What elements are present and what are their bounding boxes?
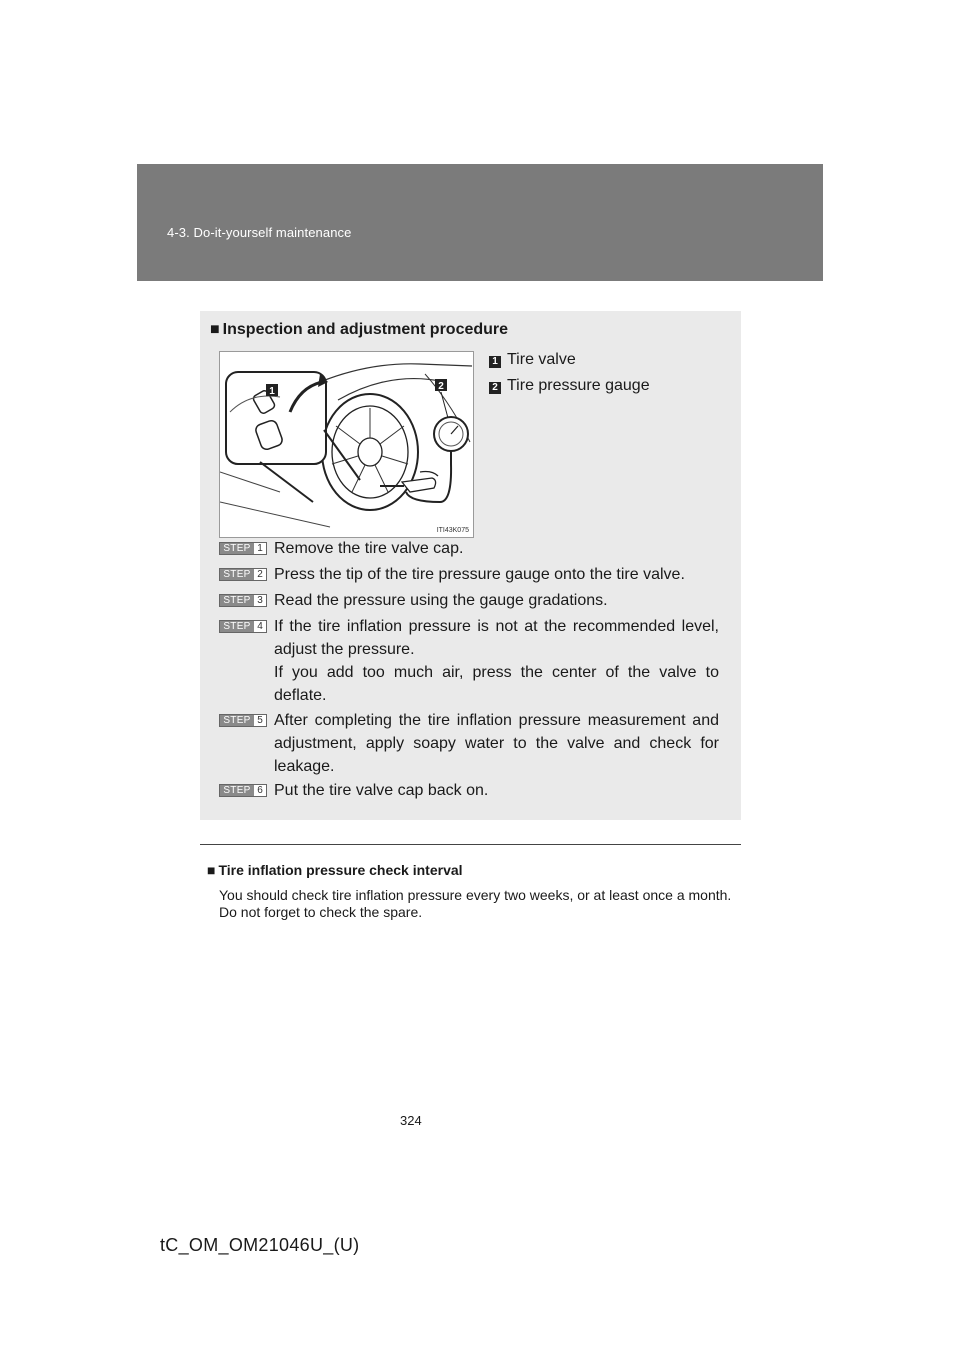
legend-label: Tire valve bbox=[507, 351, 576, 368]
document-code: tC_OM_OM21046U_(U) bbox=[160, 1235, 360, 1255]
note-square-icon: ■ bbox=[207, 862, 216, 878]
callout-2-icon: 2 bbox=[489, 382, 501, 394]
note-body bbox=[219, 887, 735, 921]
step-3 bbox=[219, 589, 719, 612]
step-text: If the tire inflation pressure is not at the recommended level, adjust the pressure. bbox=[274, 618, 719, 658]
illustration-code: ITI43K075 bbox=[436, 527, 469, 534]
step-badge: STEP 3 bbox=[219, 594, 267, 607]
note-title bbox=[207, 862, 463, 878]
heading-square-icon: ■ bbox=[210, 321, 220, 338]
step-1 bbox=[219, 537, 719, 560]
tire-illustration bbox=[219, 351, 474, 538]
note-title-text: Tire inflation pressure check interval bbox=[218, 862, 463, 878]
step-text: After completing the tire inflation pressure measurement and adjustment, apply soapy water to the valve and check for leakage. bbox=[274, 712, 719, 775]
note-line: You should check tire inflation pressure every two weeks, or at least once a month. bbox=[219, 887, 732, 903]
procedure-heading-text: Inspection and adjustment procedure bbox=[222, 321, 509, 338]
step-text: Read the pressure using the gauge gradations. bbox=[274, 592, 608, 609]
legend-tire-valve bbox=[489, 351, 576, 369]
step-badge: STEP 6 bbox=[219, 784, 267, 797]
step-6 bbox=[219, 779, 719, 802]
step-text: Press the tip of the tire pressure gauge onto the tire valve. bbox=[274, 566, 685, 583]
legend-label: Tire pressure gauge bbox=[507, 377, 650, 394]
step-badge: STEP 4 bbox=[219, 620, 267, 633]
section-header bbox=[137, 164, 823, 281]
page-number: 324 bbox=[400, 1113, 422, 1128]
step-text-note: If you add too much air, press the center of the valve to deflate. bbox=[274, 664, 719, 704]
procedure-panel bbox=[200, 311, 741, 820]
step-badge: STEP 2 bbox=[219, 568, 267, 581]
step-text: Put the tire valve cap back on. bbox=[274, 782, 489, 799]
procedure-heading bbox=[210, 321, 508, 339]
note-line: Do not forget to check the spare. bbox=[219, 904, 423, 920]
svg-text:2: 2 bbox=[438, 381, 444, 392]
legend-tire-pressure-gauge bbox=[489, 377, 650, 395]
step-text: Remove the tire valve cap. bbox=[274, 540, 464, 557]
step-badge: STEP 5 bbox=[219, 714, 267, 727]
callout-1-icon: 1 bbox=[489, 356, 501, 368]
step-badge: STEP 1 bbox=[219, 542, 267, 555]
step-5 bbox=[219, 709, 719, 778]
step-4 bbox=[219, 615, 719, 707]
section-divider bbox=[200, 844, 741, 845]
svg-text:1: 1 bbox=[269, 386, 275, 397]
tire-valve-gauge-drawing bbox=[220, 352, 475, 539]
step-2 bbox=[219, 563, 719, 586]
section-title: 4-3. Do-it-yourself maintenance bbox=[167, 225, 352, 240]
